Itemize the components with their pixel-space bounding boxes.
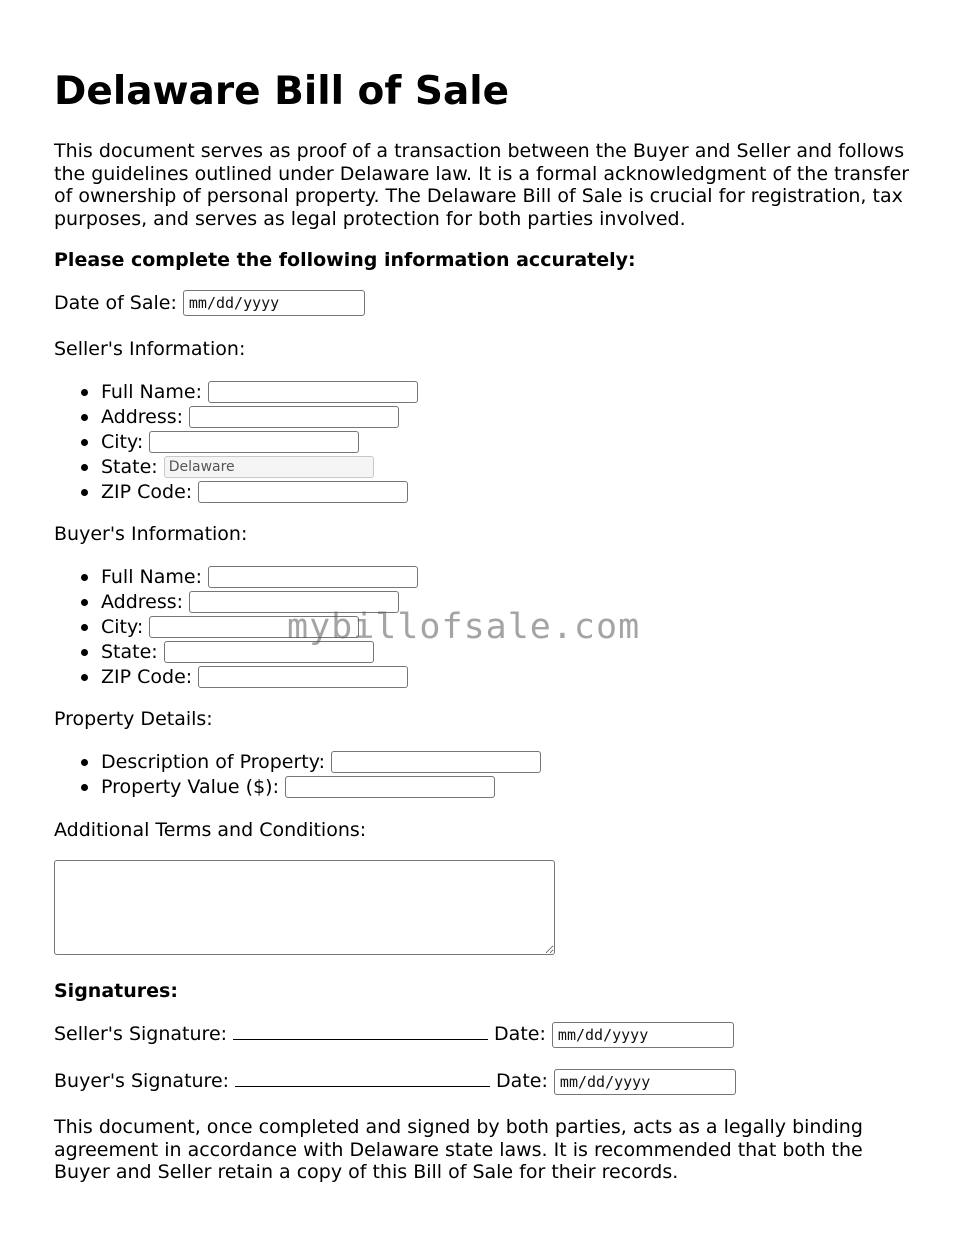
date-of-sale-row (54, 290, 365, 316)
buyer-city-label: City: (101, 616, 144, 638)
seller-city-row (101, 430, 359, 454)
buyer-state-row (101, 640, 374, 664)
seller-address-label: Address: (101, 406, 184, 428)
property-description-label: Description of Property: (101, 751, 326, 773)
seller-heading: Seller's Information: (54, 338, 246, 360)
buyer-full-name-input[interactable] (208, 566, 418, 588)
seller-zip-label: ZIP Code: (101, 481, 193, 503)
buyer-heading: Buyer's Information: (54, 523, 248, 545)
intro-paragraph: This document serves as proof of a transaction between the Buyer and Seller and follows the guidelines outlined under Delaware law. It is a formal acknowledgment of the transfer of ownership of personal property. The Delaware Bill of Sale is crucial for registration, tax purposes, and serves as legal protection for both parties involved. (54, 140, 910, 230)
instructions-heading: Please complete the following information accurately: (54, 249, 636, 271)
seller-state-label: State: (101, 456, 158, 478)
buyer-address-label: Address: (101, 591, 184, 613)
seller-signature-line[interactable] (233, 1021, 488, 1040)
closing-paragraph: This document, once completed and signed by both parties, acts as a legally binding agreement in accordance with Delaware state laws. It is recommended that both the Buyer and Seller retain a copy of this Bill of Sale for their records. (54, 1116, 863, 1183)
buyer-signature-line[interactable] (235, 1068, 490, 1087)
buyer-state-input[interactable] (164, 641, 374, 663)
seller-full-name-row (101, 380, 418, 404)
buyer-full-name-row (101, 565, 418, 589)
seller-signature-date-input[interactable]: mm/dd/yyyy (552, 1022, 734, 1048)
signatures-heading: Signatures: (54, 980, 178, 1002)
buyer-signature-label: Buyer's Signature: (54, 1070, 230, 1092)
seller-signature-label: Seller's Signature: (54, 1023, 228, 1045)
seller-city-label: City: (101, 431, 144, 453)
seller-state-input (164, 456, 374, 478)
seller-zip-input[interactable] (198, 481, 408, 503)
property-description-row (101, 750, 541, 774)
buyer-zip-label: ZIP Code: (101, 666, 193, 688)
seller-zip-row (101, 480, 408, 504)
seller-full-name-input[interactable] (208, 381, 418, 403)
date-of-sale-input[interactable]: mm/dd/yyyy (183, 290, 365, 316)
buyer-address-row (101, 590, 399, 614)
buyer-state-label: State: (101, 641, 158, 663)
terms-heading: Additional Terms and Conditions: (54, 819, 367, 841)
watermark: mybillofsale.com (287, 607, 641, 647)
property-value-label: Property Value ($): (101, 776, 279, 798)
seller-city-input[interactable] (149, 431, 359, 453)
buyer-zip-row (101, 665, 408, 689)
page-title: Delaware Bill of Sale (54, 69, 510, 114)
seller-address-input[interactable] (189, 406, 399, 428)
property-heading: Property Details: (54, 708, 213, 730)
seller-signature-date-label: Date: (494, 1023, 546, 1045)
buyer-signature-date-input[interactable]: mm/dd/yyyy (554, 1069, 736, 1095)
seller-state-row (101, 455, 374, 479)
buyer-zip-input[interactable] (198, 666, 408, 688)
date-of-sale-label: Date of Sale: (54, 292, 177, 314)
buyer-full-name-label: Full Name: (101, 566, 202, 588)
buyer-signature-row (54, 1068, 736, 1095)
buyer-address-input[interactable] (189, 591, 399, 613)
seller-address-row (101, 405, 399, 429)
buyer-city-row (101, 615, 359, 639)
property-value-input[interactable] (285, 776, 495, 798)
property-description-input[interactable] (331, 751, 541, 773)
terms-textarea[interactable] (54, 860, 555, 955)
seller-signature-row (54, 1021, 734, 1048)
property-value-row (101, 775, 495, 799)
seller-full-name-label: Full Name: (101, 381, 202, 403)
buyer-city-input[interactable] (149, 616, 359, 638)
buyer-signature-date-label: Date: (496, 1070, 548, 1092)
